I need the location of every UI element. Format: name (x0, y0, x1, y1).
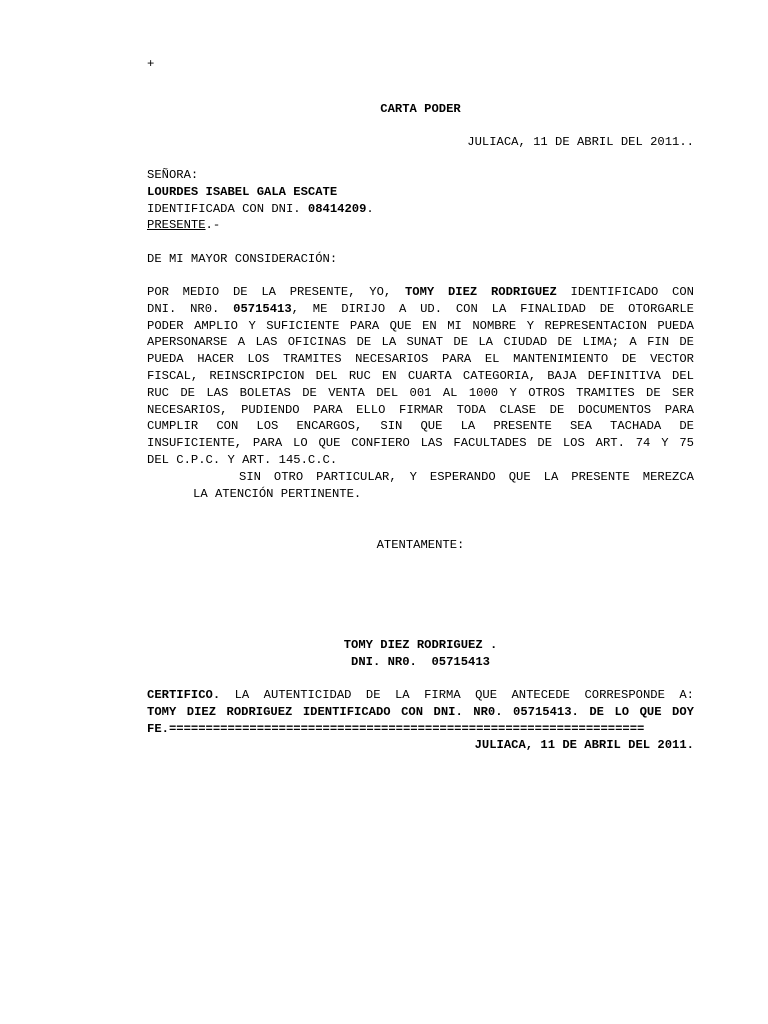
date-block (147, 134, 694, 151)
grantor-name: TOMY DIEZ RODRIGUEZ (404, 285, 557, 299)
body-line: CUMPLIR CON LOS ENCARGOS, SIN QUE LA PRESENTE SEA TACHADA DE (147, 419, 694, 434)
body-line: NECESARIOS, PUDIENDO PARA ELLO FIRMAR TODA CLASE DE DOCUMENTOS PARA (147, 402, 694, 417)
certification-label: CERTIFICO. (147, 688, 221, 702)
body-line: FISCAL, REINSCRIPCION DEL RUC EN CUARTA CATEGORIA, BAJA DEFINITIVA DEL (147, 368, 694, 383)
recipient-id-prefix: IDENTIFICADA CON DNI. (147, 201, 308, 216)
date-line: JULIACA, 11 DE ABRIL DEL 2011.. (467, 135, 694, 149)
recipient-id-number: 08414209 (307, 201, 367, 216)
plus-mark: + (147, 57, 155, 71)
body-line: DEL C.P.C. Y ART. 145.C.C. (147, 452, 338, 467)
certification-line: FE.================================================================= (147, 721, 645, 736)
certification-block (147, 687, 694, 754)
body-line-indented: SIN OTRO PARTICULAR, Y ESPERANDO QUE LA PRESENTE MEREZCA (239, 469, 694, 484)
body-line: PUEDA HACER LOS TRAMITES NECESARIOS PARA EL MANTENIMIENTO DE VECTOR (147, 352, 694, 367)
closing-text: ATENTAMENTE: (376, 538, 465, 552)
body-text: , ME DIRIJO A UD. CON LA FINALIDAD DE OTORGARLE (291, 301, 694, 316)
signature-dni: DNI. NR0. 05715413 (351, 654, 490, 669)
presente-line (147, 217, 694, 234)
greeting: DE MI MAYOR CONSIDERACIÓN: (147, 252, 338, 266)
title-block (147, 101, 694, 118)
top-mark-block (147, 56, 694, 73)
body-line (147, 301, 694, 318)
certification-text: LA AUTENTICIDAD DE LA FIRMA QUE ANTECEDE CORRESPONDE A: (220, 688, 694, 702)
recipient-name: LOURDES ISABEL GALA ESCATE (147, 184, 338, 199)
recipient-block (147, 167, 694, 234)
document-title: CARTA PODER (380, 102, 461, 116)
body-line: PODER AMPLIO Y SUFICIENTE PARA QUE EN MI NOMBRE Y REPRESENTACION PUEDA (147, 318, 694, 333)
body-text: POR MEDIO DE LA PRESENTE, YO, (147, 285, 405, 299)
recipient-id-line (147, 201, 694, 218)
salutation: SEÑORA: (147, 168, 199, 182)
body-text: IDENTIFICADO CON (556, 285, 694, 299)
body-paragraph (147, 284, 694, 502)
signature-block (147, 637, 694, 671)
body-text: DNI. NR0. (147, 301, 234, 316)
body-line: INSUFICIENTE, PARA LO QUE CONFIERO LAS FACULTADES DE LOS ART. 74 Y 75 (147, 436, 694, 451)
body-line: APERSONARSE A LAS OFICINAS DE LA SUNAT DE LA CIUDAD DE LIMA; A FIN DE (147, 335, 694, 350)
presente-word: PRESENTE (147, 218, 206, 233)
signature-name: TOMY DIEZ RODRIGUEZ . (343, 638, 498, 652)
grantor-dni: 05715413 (233, 301, 292, 316)
recipient-id-suffix: . (366, 201, 374, 216)
presente-suffix: .- (205, 218, 221, 233)
certification-line (147, 687, 694, 704)
body-line: RUC DE LAS BOLETAS DE VENTA DEL 001 AL 1000 Y OTROS TRAMITES DE SER (147, 385, 694, 400)
body-line (147, 284, 694, 301)
closing-block (147, 537, 694, 554)
greeting-block (147, 251, 694, 268)
certification-date: JULIACA, 11 DE ABRIL DEL 2011. (474, 738, 694, 753)
certification-line: TOMY DIEZ RODRIGUEZ IDENTIFICADO CON DNI. NR0. 05715413. DE LO QUE DOY (147, 704, 694, 719)
body-line-indented: LA ATENCIÓN PERTINENTE. (193, 486, 362, 501)
